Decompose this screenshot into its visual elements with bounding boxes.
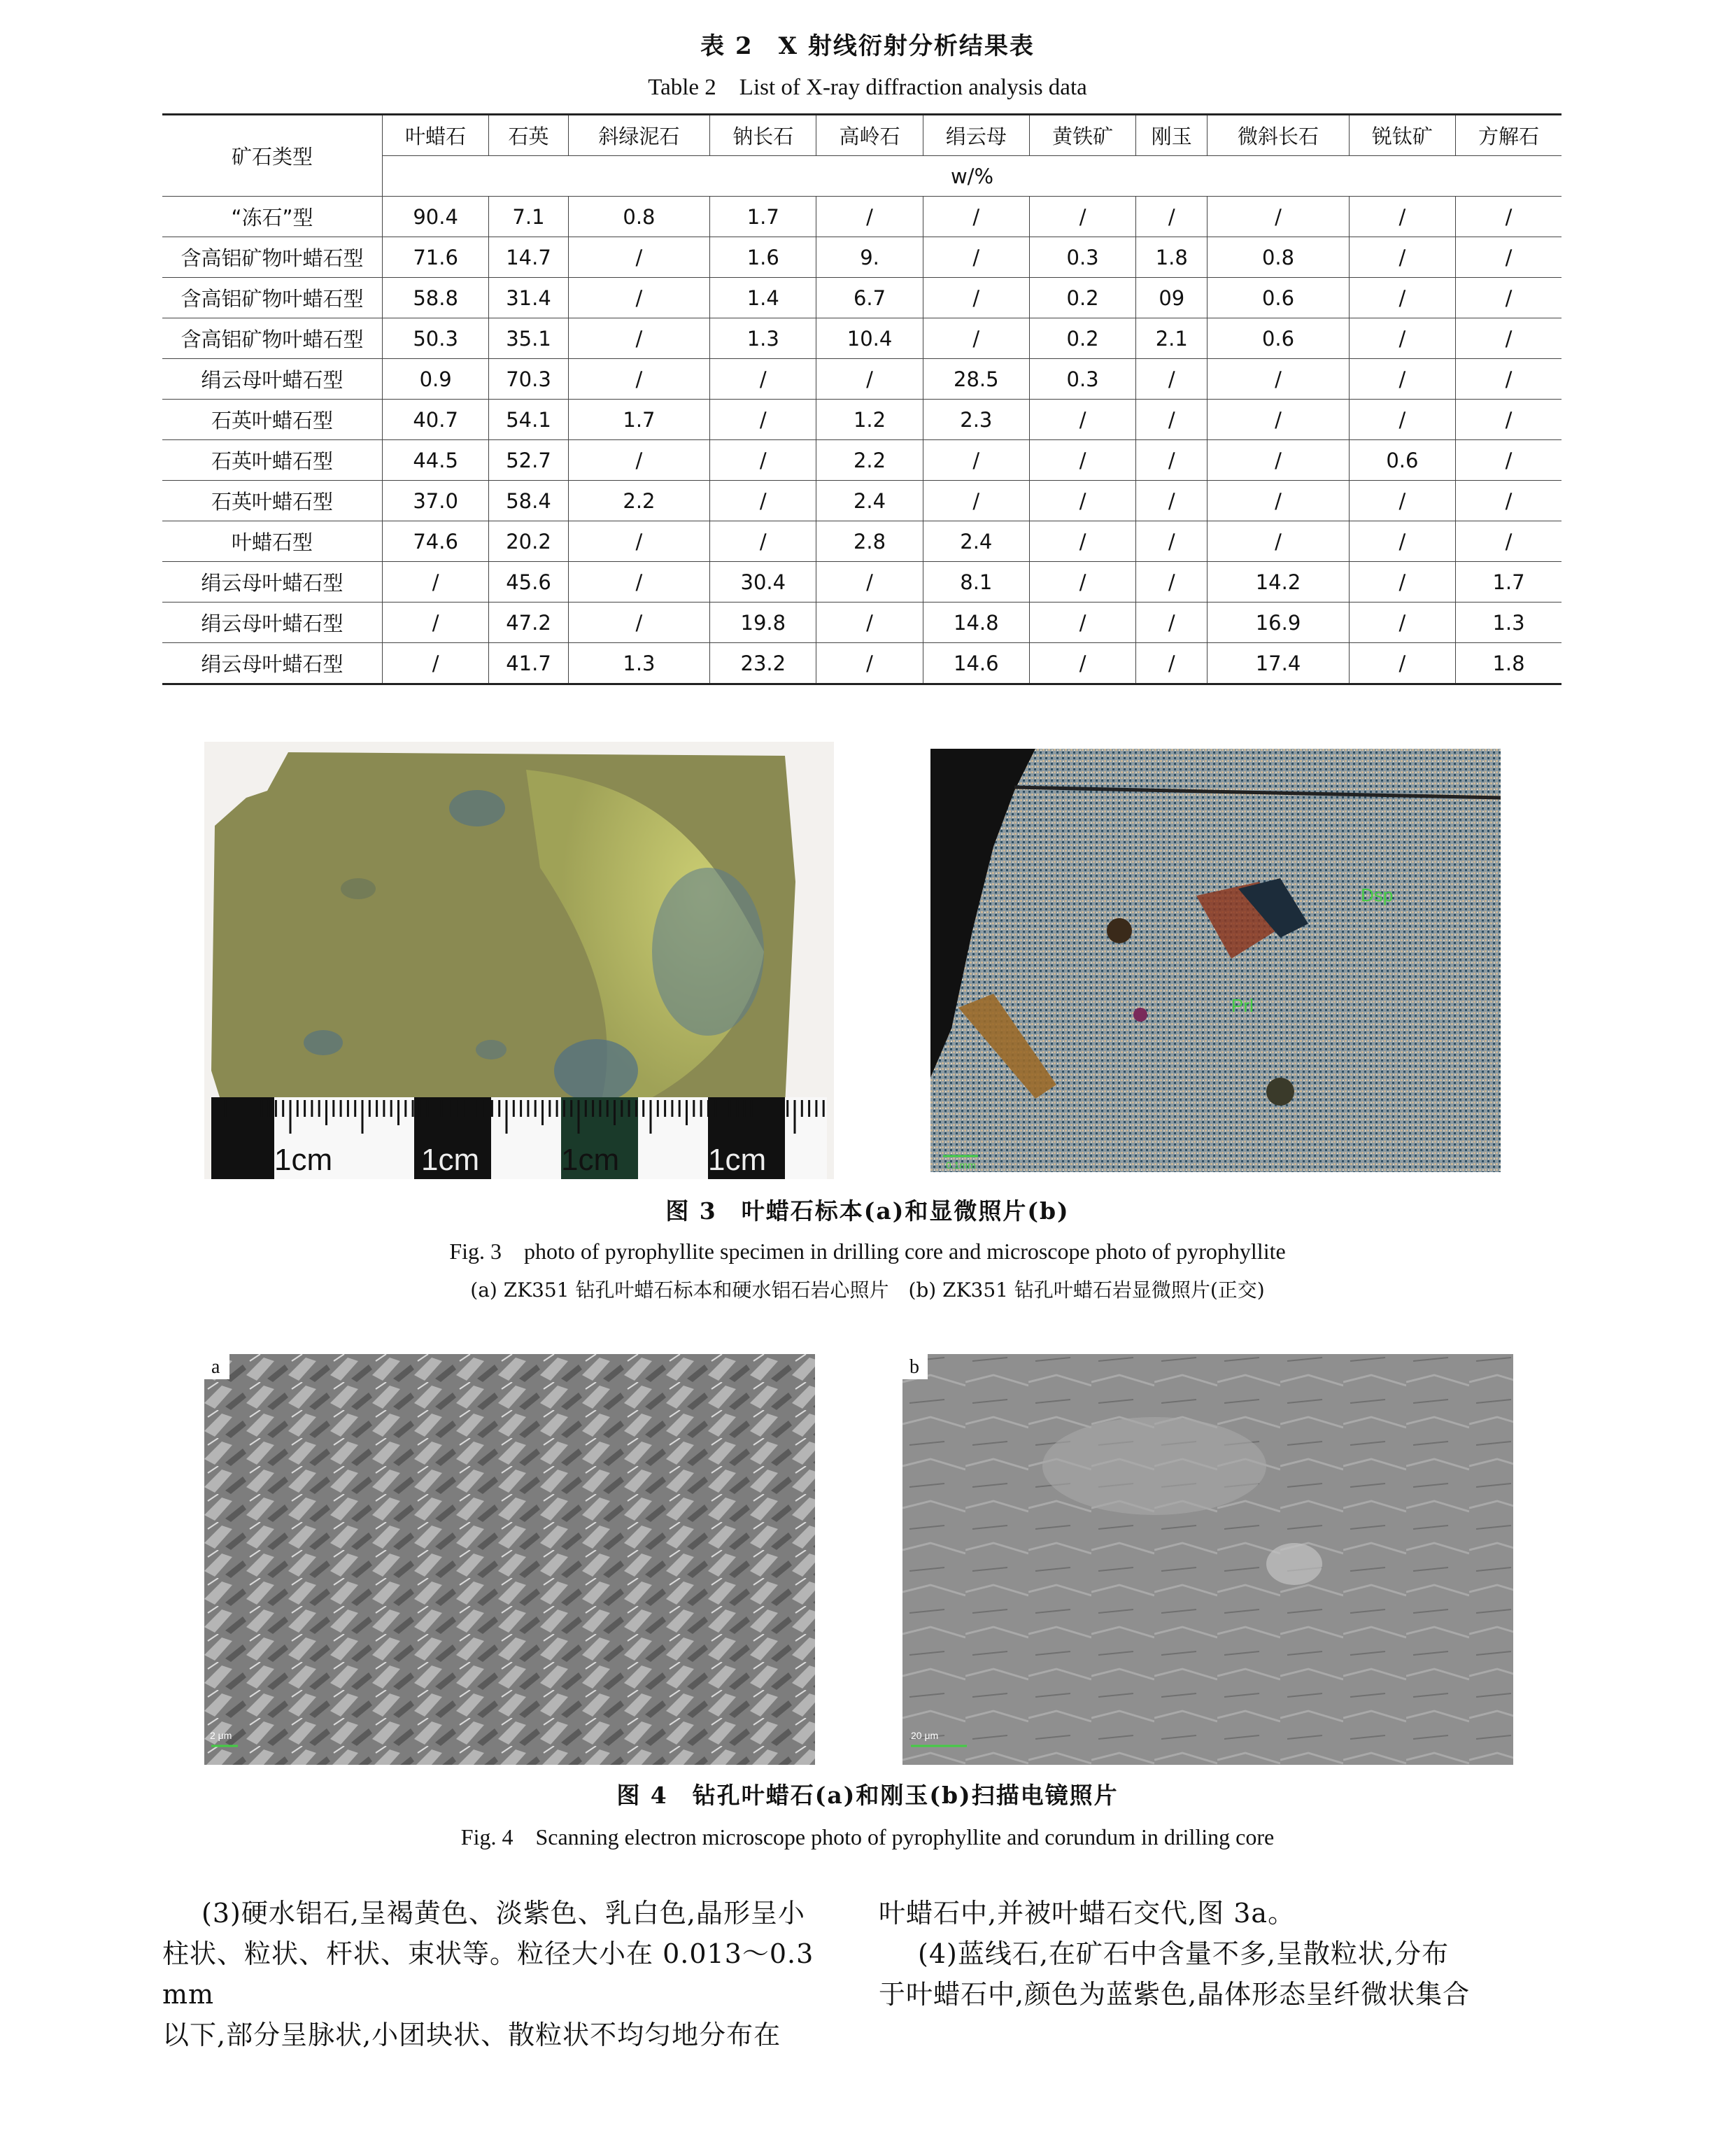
- value-cell: /: [1029, 481, 1135, 521]
- value-cell: /: [816, 643, 923, 684]
- value-cell: 44.5: [383, 440, 489, 481]
- value-cell: /: [816, 562, 923, 603]
- value-cell: 8.1: [923, 562, 1029, 603]
- value-cell: /: [923, 237, 1029, 278]
- value-cell: 47.2: [489, 603, 568, 643]
- table-row: [162, 318, 1562, 359]
- value-cell: 58.4: [489, 481, 568, 521]
- value-cell: /: [1349, 400, 1455, 440]
- ruler-label: 1cm: [708, 1143, 767, 1177]
- value-cell: 09: [1136, 278, 1208, 318]
- value-cell: 1.8: [1136, 237, 1208, 278]
- value-cell: /: [816, 197, 923, 237]
- value-cell: 1.7: [568, 400, 709, 440]
- value-cell: /: [1136, 643, 1208, 684]
- value-cell: 7.1: [489, 197, 568, 237]
- value-cell: 10.4: [816, 318, 923, 359]
- ruler-label: 1cm: [421, 1143, 480, 1177]
- value-cell: /: [1456, 400, 1562, 440]
- value-cell: 0.9: [383, 359, 489, 400]
- value-cell: /: [1136, 359, 1208, 400]
- col-header: 叶蜡石: [383, 115, 489, 156]
- figure3-caption-cn: 图 3 叶蜡石标本(a)和显微照片(b): [665, 1197, 1070, 1225]
- table-row: [162, 278, 1562, 318]
- col-header: 黄铁矿: [1029, 115, 1135, 156]
- value-cell: 74.6: [383, 521, 489, 562]
- ore-type-cell: 含高铝矿物叶蜡石型: [162, 318, 383, 359]
- value-cell: 41.7: [489, 643, 568, 684]
- value-cell: /: [923, 318, 1029, 359]
- value-cell: 0.6: [1208, 278, 1349, 318]
- value-cell: /: [1349, 359, 1455, 400]
- value-cell: /: [1029, 562, 1135, 603]
- value-cell: 1.3: [1456, 603, 1562, 643]
- col-header: 钠长石: [710, 115, 816, 156]
- value-cell: /: [923, 481, 1029, 521]
- value-cell: /: [1349, 318, 1455, 359]
- value-cell: /: [568, 521, 709, 562]
- value-cell: /: [1349, 562, 1455, 603]
- value-cell: 50.3: [383, 318, 489, 359]
- body-line: 以下,部分呈脉状,小团块状、散粒状不均匀地分布在: [162, 2020, 781, 2050]
- figure3-subcaption: (a) ZK351 钻孔叶蜡石标本和硬水铝石岩心照片 (b) ZK351 钻孔叶蜡石岩显微照片(正交): [470, 1278, 1265, 1302]
- value-cell: 0.2: [1029, 318, 1135, 359]
- sem-photo-a: [204, 1354, 815, 1765]
- table-title: 表 2 X 射线衍射分析结果表: [700, 32, 1035, 60]
- value-cell: 1.6: [710, 237, 816, 278]
- body-line: (4)蓝线石,在矿石中含量不多,呈散粒状,分布: [918, 1938, 1450, 1969]
- value-cell: 0.3: [1029, 359, 1135, 400]
- value-cell: 37.0: [383, 481, 489, 521]
- dsp-label: Dsp: [1361, 885, 1394, 906]
- value-cell: 17.4: [1208, 643, 1349, 684]
- value-cell: /: [1456, 237, 1562, 278]
- table-subtitle: Table 2 List of X-ray diffraction analysis data: [648, 75, 1087, 100]
- value-cell: 1.8: [1456, 643, 1562, 684]
- ore-type-cell: “冻石”型: [162, 197, 383, 237]
- value-cell: /: [568, 318, 709, 359]
- table-row: [162, 603, 1562, 643]
- value-cell: /: [1029, 400, 1135, 440]
- value-cell: /: [568, 562, 709, 603]
- sem-a-scalebar: 2 μm: [210, 1730, 232, 1741]
- value-cell: 58.8: [383, 278, 489, 318]
- value-cell: 1.2: [816, 400, 923, 440]
- value-cell: 30.4: [710, 562, 816, 603]
- col-header: 高岭石: [816, 115, 923, 156]
- col-header: 斜绿泥石: [568, 115, 709, 156]
- table-row: [162, 521, 1562, 562]
- col-header: 微斜长石: [1208, 115, 1349, 156]
- value-cell: 52.7: [489, 440, 568, 481]
- specimen-photo: [204, 742, 834, 1179]
- ore-type-cell: 绢云母叶蜡石型: [162, 643, 383, 684]
- value-cell: /: [923, 278, 1029, 318]
- table-row: [162, 481, 1562, 521]
- microscope-photo: [930, 749, 1501, 1172]
- col-header: 刚玉: [1136, 115, 1208, 156]
- value-cell: 0.3: [1029, 237, 1135, 278]
- value-cell: 0.8: [1208, 237, 1349, 278]
- value-cell: 9.: [816, 237, 923, 278]
- value-cell: /: [1349, 481, 1455, 521]
- value-cell: 20.2: [489, 521, 568, 562]
- row-header: 矿石类型: [162, 115, 383, 197]
- value-cell: /: [1136, 521, 1208, 562]
- value-cell: /: [1029, 603, 1135, 643]
- body-right-column: [879, 1893, 1578, 2015]
- value-cell: /: [1029, 643, 1135, 684]
- table-row: [162, 197, 1562, 237]
- value-cell: /: [710, 359, 816, 400]
- table-row: [162, 237, 1562, 278]
- value-cell: /: [383, 562, 489, 603]
- ore-type-cell: 石英叶蜡石型: [162, 440, 383, 481]
- table-row: [162, 359, 1562, 400]
- value-cell: /: [816, 603, 923, 643]
- value-cell: 1.7: [1456, 562, 1562, 603]
- value-cell: /: [1456, 318, 1562, 359]
- unit-label: w/%: [383, 156, 1562, 197]
- value-cell: 90.4: [383, 197, 489, 237]
- value-cell: /: [1208, 400, 1349, 440]
- value-cell: /: [1136, 440, 1208, 481]
- value-cell: /: [1349, 603, 1455, 643]
- micro-scalebar: 0.1mm: [946, 1160, 976, 1171]
- value-cell: /: [923, 440, 1029, 481]
- value-cell: /: [1349, 197, 1455, 237]
- value-cell: /: [568, 603, 709, 643]
- value-cell: 1.3: [710, 318, 816, 359]
- ruler-label: 1cm: [274, 1143, 333, 1177]
- value-cell: 19.8: [710, 603, 816, 643]
- value-cell: 2.4: [816, 481, 923, 521]
- figure4-caption-cn: 图 4 钻孔叶蜡石(a)和刚玉(b)扫描电镜照片: [616, 1782, 1119, 1809]
- value-cell: /: [1456, 440, 1562, 481]
- value-cell: /: [1136, 481, 1208, 521]
- value-cell: /: [710, 440, 816, 481]
- value-cell: /: [568, 359, 709, 400]
- value-cell: /: [1136, 400, 1208, 440]
- ore-type-cell: 绢云母叶蜡石型: [162, 603, 383, 643]
- value-cell: 14.8: [923, 603, 1029, 643]
- value-cell: /: [568, 237, 709, 278]
- table-row: [162, 440, 1562, 481]
- value-cell: /: [1349, 521, 1455, 562]
- value-cell: /: [710, 400, 816, 440]
- value-cell: /: [923, 197, 1029, 237]
- value-cell: /: [383, 643, 489, 684]
- ore-type-cell: 含高铝矿物叶蜡石型: [162, 237, 383, 278]
- sem-b-scalebar: 20 μm: [911, 1730, 939, 1741]
- value-cell: 0.6: [1208, 318, 1349, 359]
- value-cell: /: [1456, 481, 1562, 521]
- value-cell: 14.7: [489, 237, 568, 278]
- value-cell: /: [1349, 237, 1455, 278]
- value-cell: 2.8: [816, 521, 923, 562]
- ruler-label: 1cm: [561, 1143, 620, 1177]
- figure4-caption-en: Fig. 4 Scanning electron microscope photo of pyrophyllite and corundum in drilling core: [460, 1824, 1275, 1849]
- body-line: 叶蜡石中,并被叶蜡石交代,图 3a。: [879, 1898, 1296, 1929]
- value-cell: /: [1136, 197, 1208, 237]
- value-cell: 31.4: [489, 278, 568, 318]
- value-cell: 0.6: [1349, 440, 1455, 481]
- body-line: 于叶蜡石中,颜色为蓝紫色,晶体形态呈纤微状集合: [879, 1979, 1471, 2010]
- value-cell: /: [568, 278, 709, 318]
- value-cell: 0.2: [1029, 278, 1135, 318]
- xrd-table: [162, 113, 1562, 685]
- value-cell: /: [710, 521, 816, 562]
- body-line: 柱状、粒状、杆状、束状等。粒径大小在 0.013～0.3 mm: [162, 1938, 814, 2010]
- value-cell: /: [1349, 643, 1455, 684]
- value-cell: 14.2: [1208, 562, 1349, 603]
- panel-a-label: a: [211, 1356, 220, 1378]
- value-cell: 1.4: [710, 278, 816, 318]
- value-cell: /: [1029, 440, 1135, 481]
- value-cell: 70.3: [489, 359, 568, 400]
- value-cell: 2.2: [568, 481, 709, 521]
- value-cell: 54.1: [489, 400, 568, 440]
- value-cell: /: [1208, 197, 1349, 237]
- ore-type-cell: 含高铝矿物叶蜡石型: [162, 278, 383, 318]
- table-row: [162, 400, 1562, 440]
- sem-photo-b: [902, 1354, 1513, 1765]
- value-cell: 1.7: [710, 197, 816, 237]
- value-cell: /: [1029, 521, 1135, 562]
- value-cell: 35.1: [489, 318, 568, 359]
- value-cell: /: [1208, 359, 1349, 400]
- value-cell: 6.7: [816, 278, 923, 318]
- body-left-column: [162, 1893, 862, 2055]
- col-header: 锐钛矿: [1349, 115, 1455, 156]
- value-cell: /: [710, 481, 816, 521]
- value-cell: 23.2: [710, 643, 816, 684]
- value-cell: 2.1: [1136, 318, 1208, 359]
- col-header: 方解石: [1456, 115, 1562, 156]
- ore-type-cell: 绢云母叶蜡石型: [162, 562, 383, 603]
- value-cell: /: [383, 603, 489, 643]
- prl-label: Prl: [1231, 995, 1254, 1016]
- table-row: [162, 562, 1562, 603]
- ore-type-cell: 叶蜡石型: [162, 521, 383, 562]
- value-cell: /: [1208, 440, 1349, 481]
- value-cell: /: [1456, 278, 1562, 318]
- value-cell: 71.6: [383, 237, 489, 278]
- value-cell: /: [1208, 481, 1349, 521]
- value-cell: /: [1208, 521, 1349, 562]
- value-cell: 2.2: [816, 440, 923, 481]
- value-cell: 40.7: [383, 400, 489, 440]
- value-cell: 2.3: [923, 400, 1029, 440]
- ore-type-cell: 石英叶蜡石型: [162, 481, 383, 521]
- ore-type-cell: 绢云母叶蜡石型: [162, 359, 383, 400]
- body-line: (3)硬水铝石,呈褐黄色、淡紫色、乳白色,晶形呈小: [201, 1898, 805, 1929]
- value-cell: 28.5: [923, 359, 1029, 400]
- value-cell: /: [1029, 197, 1135, 237]
- col-header: 绢云母: [923, 115, 1029, 156]
- value-cell: /: [1349, 278, 1455, 318]
- value-cell: /: [1456, 359, 1562, 400]
- col-header: 石英: [489, 115, 568, 156]
- value-cell: 16.9: [1208, 603, 1349, 643]
- value-cell: 1.3: [568, 643, 709, 684]
- table-row: [162, 643, 1562, 684]
- figure3-caption-en: Fig. 3 photo of pyrophyllite specimen in drilling core and microscope photo of pyrophyllite: [449, 1239, 1286, 1264]
- value-cell: /: [568, 440, 709, 481]
- value-cell: 45.6: [489, 562, 568, 603]
- value-cell: /: [1136, 603, 1208, 643]
- value-cell: 2.4: [923, 521, 1029, 562]
- value-cell: /: [1456, 197, 1562, 237]
- value-cell: /: [816, 359, 923, 400]
- ore-type-cell: 石英叶蜡石型: [162, 400, 383, 440]
- value-cell: 14.6: [923, 643, 1029, 684]
- value-cell: /: [1456, 521, 1562, 562]
- value-cell: 0.8: [568, 197, 709, 237]
- value-cell: /: [1136, 562, 1208, 603]
- panel-b-label: b: [909, 1356, 919, 1378]
